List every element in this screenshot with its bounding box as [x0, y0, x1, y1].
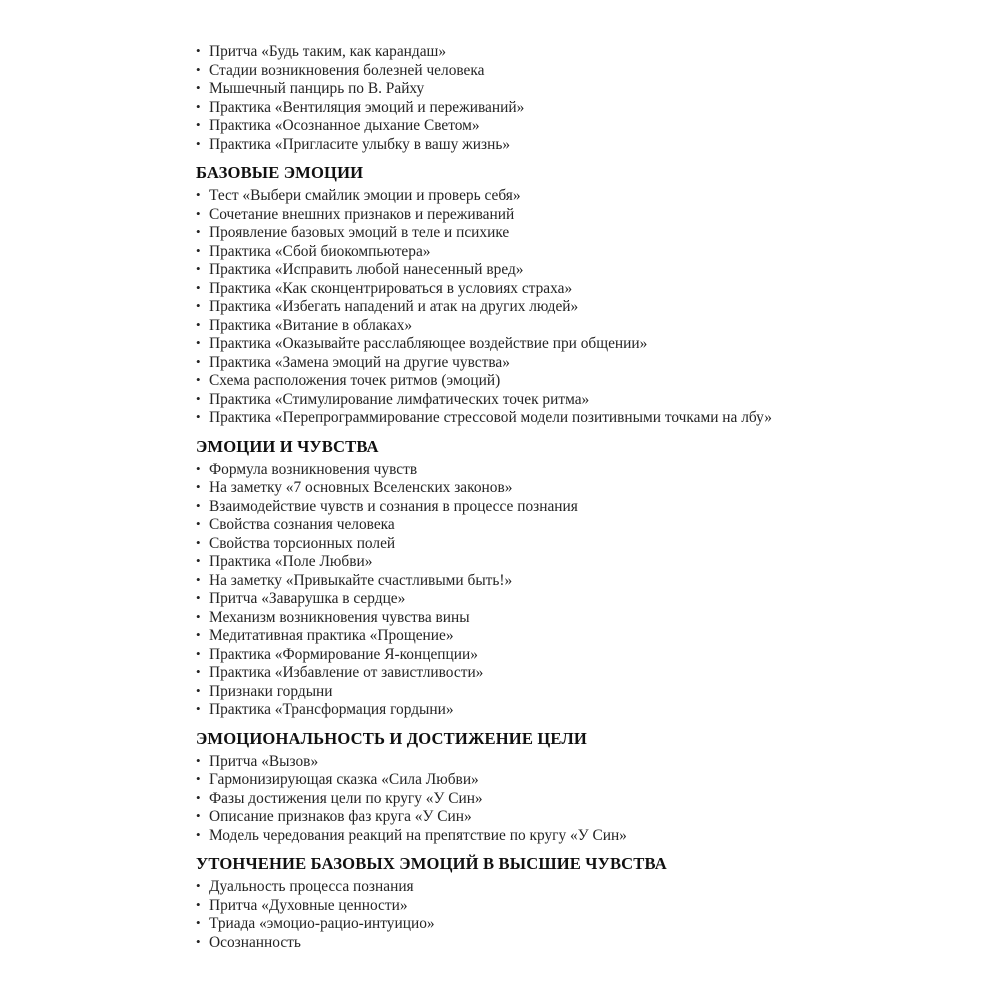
bullet-icon: •	[196, 279, 201, 295]
toc-item	[196, 934, 966, 953]
bullet-icon: •	[196, 933, 201, 949]
section-heading: БАЗОВЫЕ ЭМОЦИИ	[196, 163, 364, 182]
section-list	[196, 878, 966, 952]
toc-item	[196, 827, 966, 846]
toc-item	[196, 878, 966, 897]
bullet-icon: •	[196, 701, 201, 716]
toc-item	[196, 391, 966, 410]
bullet-icon: •	[196, 808, 201, 823]
bullet-icon: •	[196, 553, 201, 568]
toc-item	[196, 280, 966, 299]
bullet-icon: •	[196, 516, 201, 531]
toc-item	[196, 516, 966, 535]
toc-item	[196, 535, 966, 554]
toc-item-label: Признаки гордыни	[209, 682, 333, 700]
toc-item-label: Практика «Пригласите улыбку в вашу жизнь»	[209, 135, 511, 153]
bullet-icon: •	[196, 771, 201, 786]
toc-item-label: Свойства сознания человека	[209, 516, 395, 533]
toc-item	[196, 664, 966, 683]
bullet-icon: •	[196, 878, 201, 893]
toc-item	[196, 808, 966, 827]
toc-item-label: Практика «Формирование Я-концепции»	[209, 645, 478, 663]
toc-content	[196, 43, 966, 952]
bullet-icon: •	[196, 353, 201, 369]
toc-item-label: Мышечный панцирь по В. Райху	[209, 80, 425, 97]
bullet-icon: •	[196, 896, 201, 912]
section-list	[196, 461, 966, 720]
bullet-icon: •	[196, 335, 201, 350]
bullet-icon: •	[196, 135, 201, 151]
toc-section	[196, 728, 966, 846]
toc-item-label: Сочетание внешних признаков и переживаний	[209, 205, 515, 223]
bullet-icon: •	[196, 534, 201, 550]
toc-item-label: Притча «Будь таким, как карандаш»	[209, 43, 447, 60]
bullet-icon: •	[196, 752, 201, 768]
toc-item	[196, 136, 966, 155]
toc-item-label: Притча «Духовные ценности»	[209, 896, 408, 914]
toc-item	[196, 897, 966, 916]
bullet-icon: •	[196, 590, 201, 605]
toc-item	[196, 206, 966, 225]
bullet-icon: •	[196, 316, 201, 332]
toc-item	[196, 461, 966, 480]
toc-item-label: Стадии возникновения болезней человека	[209, 61, 485, 79]
toc-item-label: Описание признаков фаз круга «У Син»	[209, 808, 472, 825]
toc-item-label: Гармонизирующая сказка «Сила Любви»	[209, 771, 479, 788]
bullet-icon: •	[196, 187, 201, 202]
toc-item-label: Свойства торсионных полей	[209, 534, 396, 552]
toc-item-label: Практика «Исправить любой нанесенный вред»	[209, 261, 524, 278]
toc-item-label: Взаимодействие чувств и сознания в процессе познания	[209, 497, 578, 515]
toc-item	[196, 43, 966, 62]
toc-section	[196, 436, 966, 720]
toc-item-label: Практика «Перепрограммирование стрессовой модели позитивными точками на лбу»	[209, 409, 772, 426]
section-list	[196, 43, 966, 154]
section-heading: ЭМОЦИИ И ЧУВСТВА	[196, 436, 379, 456]
toc-item-label: Схема расположения точек ритмов (эмоций)	[209, 372, 501, 389]
toc-item	[196, 317, 966, 336]
toc-item-label: Практика «Оказывайте расслабляющее воздействие при общении»	[209, 335, 648, 352]
toc-item-label: Практика «Осознанное дыхание Светом»	[209, 117, 480, 134]
toc-item	[196, 99, 966, 118]
toc-section	[196, 162, 966, 428]
toc-item	[196, 646, 966, 665]
toc-section	[196, 43, 966, 154]
bullet-icon: •	[196, 409, 201, 424]
bullet-icon: •	[196, 98, 201, 114]
toc-item-label: Механизм возникновения чувства вины	[209, 608, 470, 626]
toc-item-label: Медитативная практика «Прощение»	[209, 627, 454, 644]
bullet-icon: •	[196, 915, 201, 930]
toc-item	[196, 553, 966, 572]
bullet-icon: •	[196, 479, 201, 494]
bullet-icon: •	[196, 627, 201, 642]
toc-item	[196, 409, 966, 428]
toc-item-label: Практика «Вентиляция эмоций и переживаний»	[209, 98, 525, 116]
toc-item	[196, 354, 966, 373]
toc-item-label: Практика «Избавление от завистливости»	[209, 664, 484, 681]
toc-item-label: Практика «Стимулирование лимфатических точек ритма»	[209, 390, 590, 408]
toc-item-label: Осознанность	[209, 933, 301, 951]
bullet-icon: •	[196, 242, 201, 258]
bullet-icon: •	[196, 43, 201, 58]
toc-item	[196, 627, 966, 646]
toc-item-label: На заметку «Привыкайте счастливыми быть!»	[209, 571, 513, 589]
toc-item	[196, 62, 966, 81]
bullet-icon: •	[196, 645, 201, 661]
toc-item-label: Формула возникновения чувств	[209, 460, 418, 478]
toc-item	[196, 243, 966, 262]
toc-item-label: Практика «Избегать нападений и атак на других людей»	[209, 298, 579, 315]
bullet-icon: •	[196, 664, 201, 679]
section-list	[196, 187, 966, 428]
toc-item	[196, 701, 966, 720]
bullet-icon: •	[196, 390, 201, 406]
section-list	[196, 753, 966, 846]
toc-item	[196, 298, 966, 317]
toc-section	[196, 853, 966, 952]
bullet-icon: •	[196, 789, 201, 805]
toc-item-label: Модель чередования реакций на препятствие по кругу «У Син»	[209, 826, 627, 844]
bullet-icon: •	[196, 224, 201, 239]
toc-item-label: Практика «Витание в облаках»	[209, 316, 413, 334]
bullet-icon: •	[196, 682, 201, 698]
toc-item-label: На заметку «7 основных Вселенских законов»	[209, 479, 513, 496]
toc-item	[196, 609, 966, 628]
toc-item-label: Тест «Выбери смайлик эмоции и проверь себя»	[209, 187, 521, 204]
toc-item-label: Триада «эмоцио-рацио-интуицио»	[209, 915, 435, 932]
section-heading: УТОНЧЕНИЕ БАЗОВЫХ ЭМОЦИЙ В ВЫСШИЕ ЧУВСТВА	[196, 854, 667, 873]
toc-item-label: Дуальность процесса познания	[209, 878, 414, 895]
toc-item	[196, 224, 966, 243]
bullet-icon: •	[196, 117, 201, 132]
section-heading: ЭМОЦИОНАЛЬНОСТЬ И ДОСТИЖЕНИЕ ЦЕЛИ	[196, 728, 587, 748]
toc-item	[196, 498, 966, 517]
toc-item-label: Практика «Замена эмоций на другие чувства»	[209, 353, 510, 371]
toc-item	[196, 915, 966, 934]
toc-item	[196, 572, 966, 591]
toc-item	[196, 335, 966, 354]
toc-item-label: Фазы достижения цели по кругу «У Син»	[209, 789, 483, 807]
toc-item	[196, 117, 966, 136]
bullet-icon: •	[196, 261, 201, 276]
bullet-icon: •	[196, 298, 201, 313]
toc-item-label: Практика «Трансформация гордыни»	[209, 701, 454, 718]
toc-item	[196, 683, 966, 702]
bullet-icon: •	[196, 460, 201, 476]
toc-item	[196, 261, 966, 280]
toc-item-label: Практика «Как сконцентрироваться в условиях страха»	[209, 279, 573, 297]
bullet-icon: •	[196, 61, 201, 77]
bullet-icon: •	[196, 608, 201, 624]
toc-item	[196, 771, 966, 790]
bullet-icon: •	[196, 372, 201, 387]
bullet-icon: •	[196, 571, 201, 587]
toc-item-label: Притча «Заварушка в сердце»	[209, 590, 406, 607]
toc-item	[196, 479, 966, 498]
toc-item	[196, 372, 966, 391]
toc-item-label: Практика «Поле Любви»	[209, 553, 373, 570]
toc-item	[196, 753, 966, 772]
toc-item-label: Практика «Сбой биокомпьютера»	[209, 242, 431, 260]
toc-item	[196, 187, 966, 206]
bullet-icon: •	[196, 205, 201, 221]
bullet-icon: •	[196, 80, 201, 95]
toc-item-label: Проявление базовых эмоций в теле и психике	[209, 224, 510, 241]
toc-item-label: Притча «Вызов»	[209, 752, 319, 770]
bullet-icon: •	[196, 826, 201, 842]
toc-item	[196, 790, 966, 809]
bullet-icon: •	[196, 497, 201, 513]
toc-item	[196, 590, 966, 609]
toc-item	[196, 80, 966, 99]
